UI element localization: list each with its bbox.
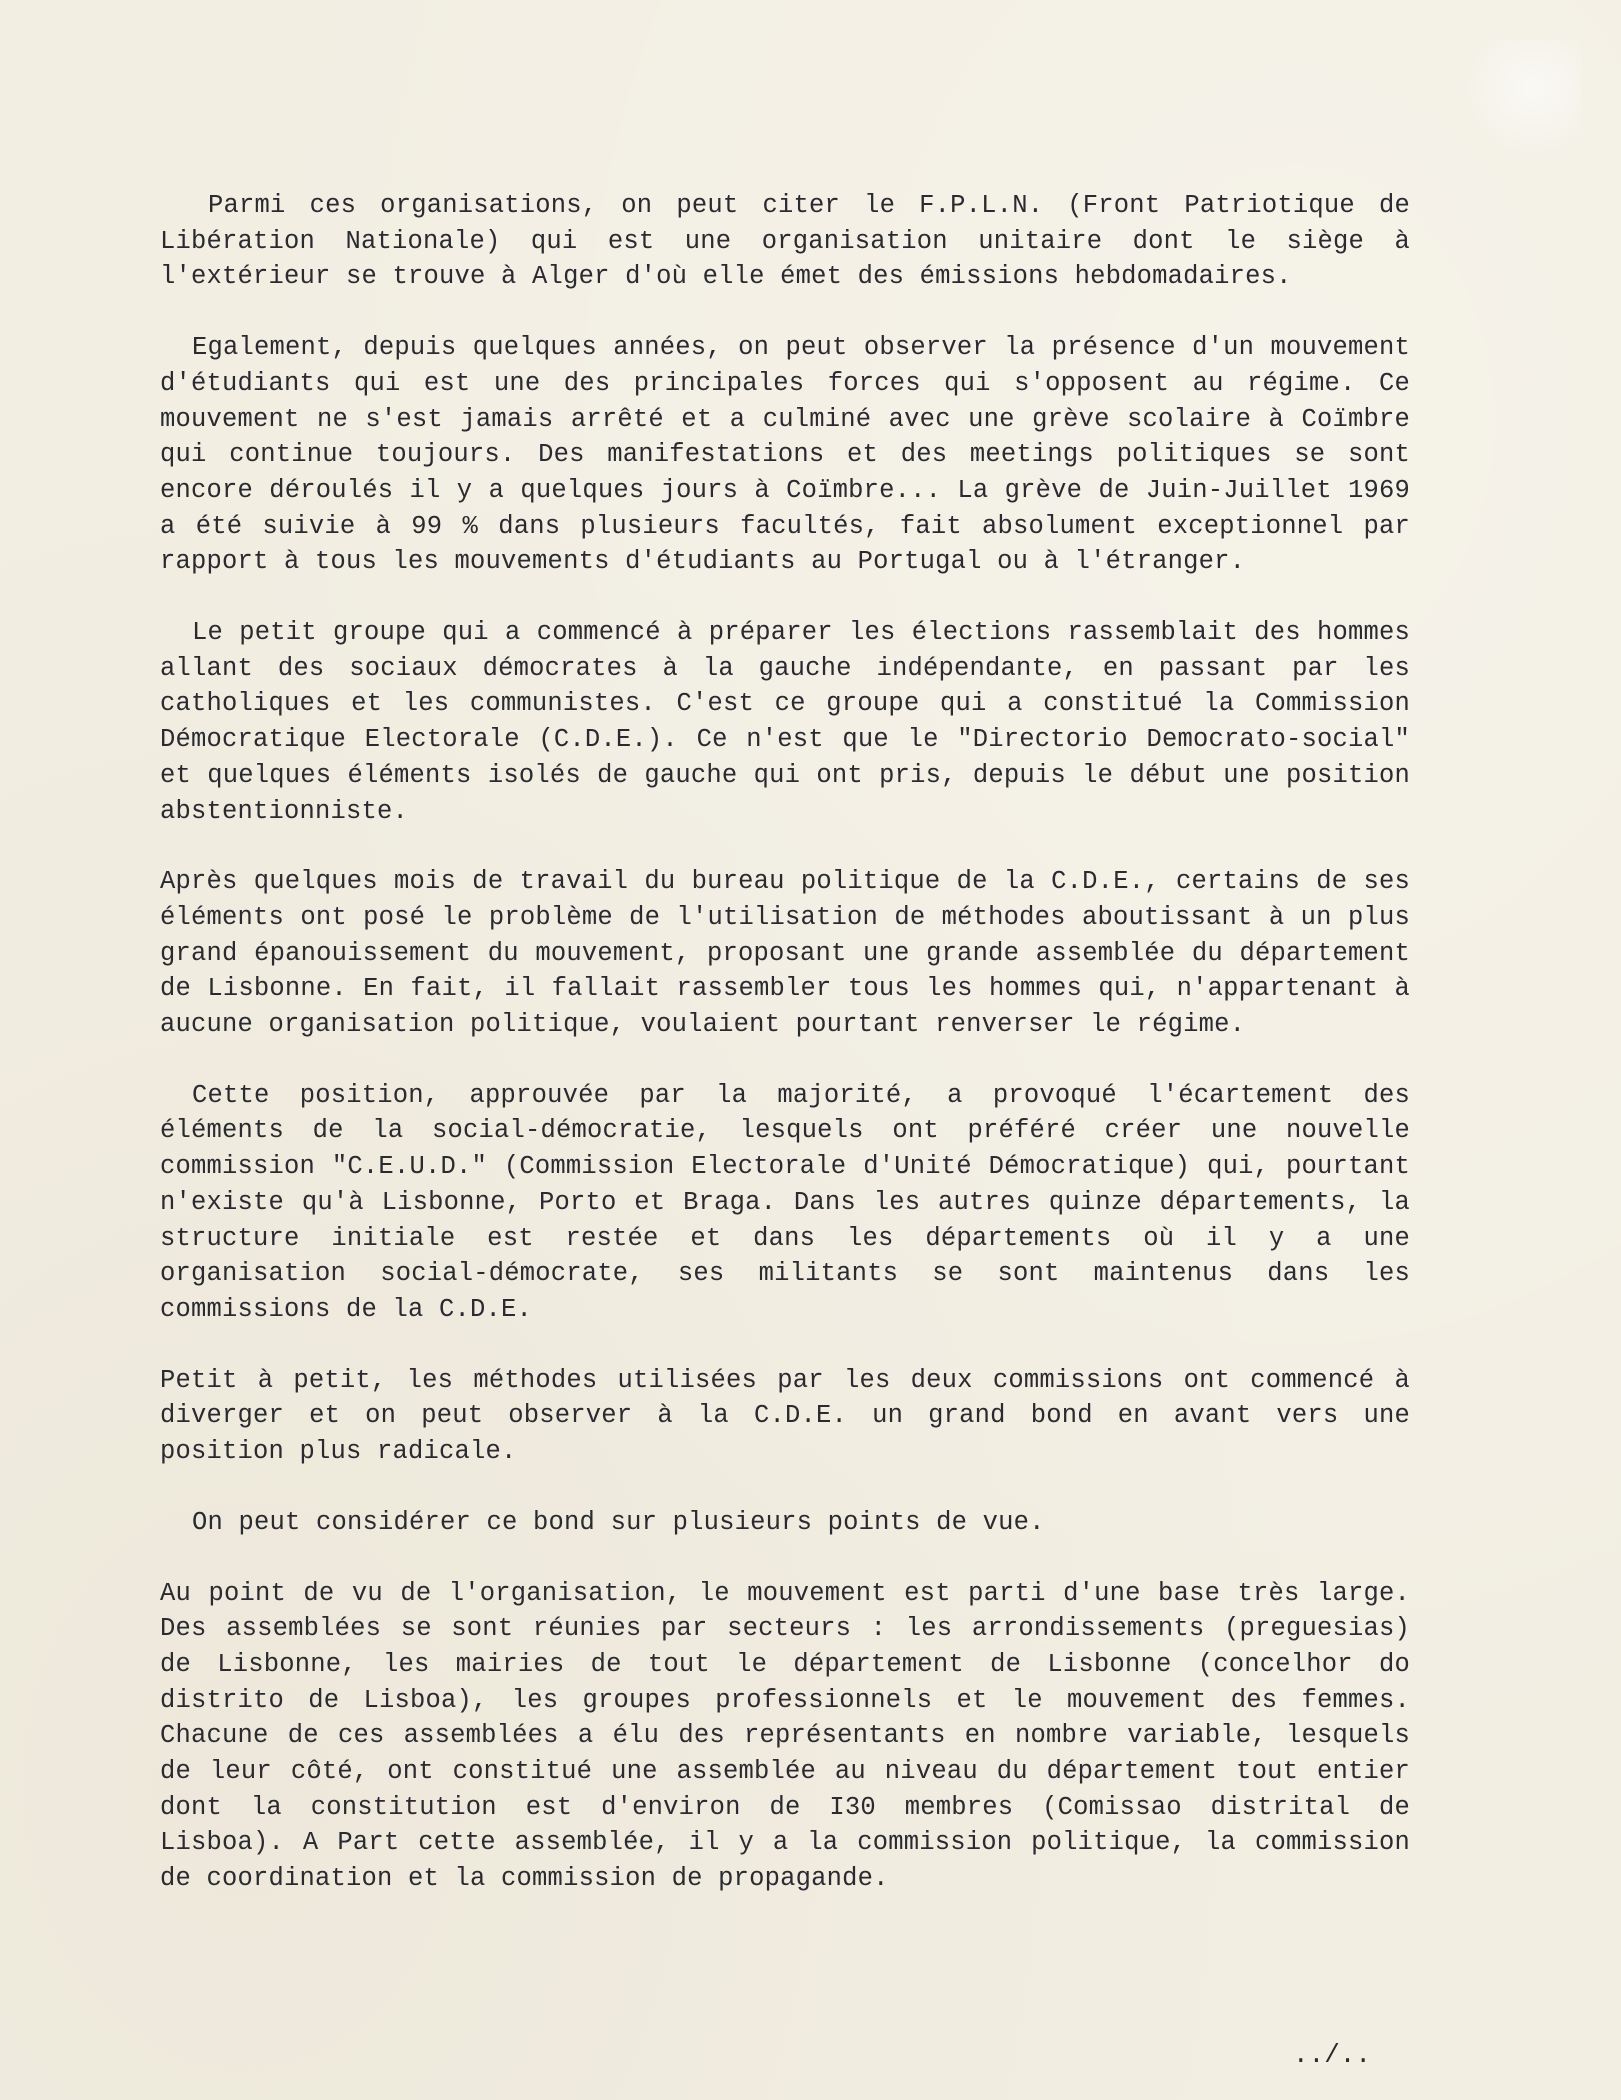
paragraph-bureau: Après quelques mois de travail du bureau politique de la C.D.E., certains de ses éléments ont posé le problème de l'utilisation de méthodes aboutissant à un plus grand épanouissement du mouvement, proposant une grande assemblée du département de Lisbonne. En fait, il fallait rassembler tous les hommes qui, n'appartenant à aucune organisation politique, voulaient pourtant renverser le régime. [160,867,1410,1040]
document-body [160,188,1410,1932]
paragraph-divergence: Petit à petit, les méthodes utilisées par les deux commissions ont commencé à diverger et on peut observer à la C.D.E. un grand bond en avant vers une position plus radicale. [160,1365,1410,1467]
continuation-marker: ../.. [1292,2040,1371,2070]
paragraph-cde-group: Le petit groupe qui a commencé à préparer les élections rassemblait des hommes allant des sociaux démocrates à la gauche indépendante, en passant par les catholiques et les communistes. C'est ce groupe qui a constitué la Commission Démocratique Electorale (C.D.E.). Ce n'est que le "Directorio Democrato-social" et quelques éléments isolés de gauche qui ont pris, depuis le début une position abstentionniste. [160,618,1410,826]
paragraph-ceud: Cette position, approuvée par la majorité, a provoqué l'écartement des éléments de la social-démocratie, lesquels ont préféré créer une nouvelle commission "C.E.U.D." (Commission Electorale d'Unité Démocratique) qui, pourtant n'existe qu'à Lisbonne, Porto et Braga. Dans les autres quinze départements, la structure initiale est restée et dans les départements où il y a une organisation social-démocrate, ses militants se sont maintenus dans les commissions de la C.D.E. [160,1080,1410,1324]
paragraph-fpln: Parmi ces organisations, on peut citer le F.P.L.N. (Front Patriotique de Libération Nationale) qui est une organisation unitaire dont le siège à l'extérieur se trouve à Alger d'où elle émet des émissions hebdomadaires. [160,191,1410,292]
paragraph-points-of-view: On peut considérer ce bond sur plusieurs points de vue. [192,1507,1045,1537]
paper-crease [1461,40,1581,160]
paragraph-organisation: Au point de vu de l'organisation, le mouvement est parti d'une base très large. Des assemblées se sont réunies par secteurs : les arrondissements (preguesias) de Lisbonne, les mairies de tout le département de Lisbonne (concelhor do distrito de Lisboa), les groupes professionnels et le mouvement des femmes. Chacune de ces assemblées a élu des représentants en nombre variable, lesquels de leur côté, ont constitué une assemblée au niveau du département tout entier dont la constitution est d'environ de I30 membres (Comissao distrital de Lisboa). A Part cette assemblée, il y a la commission politique, la commission de coordination et la commission de propagande. [160,1578,1410,1894]
paragraph-students: Egalement, depuis quelques années, on peut observer la présence d'un mouvement d'étudiants qui est une des principales forces qui s'opposent au régime. Ce mouvement ne s'est jamais arrêté et a culminé avec une grève scolaire à Coïmbre qui continue toujours. Des manifestations et des meetings politiques se sont encore déroulés il y a quelques jours à Coïmbre... La grève de Juin-Juillet 1969 a été suivie à 99 % dans plusieurs facultés, fait absolument exceptionnel par rapport à tous les mouvements d'étudiants au Portugal ou à l'étranger. [160,333,1410,577]
